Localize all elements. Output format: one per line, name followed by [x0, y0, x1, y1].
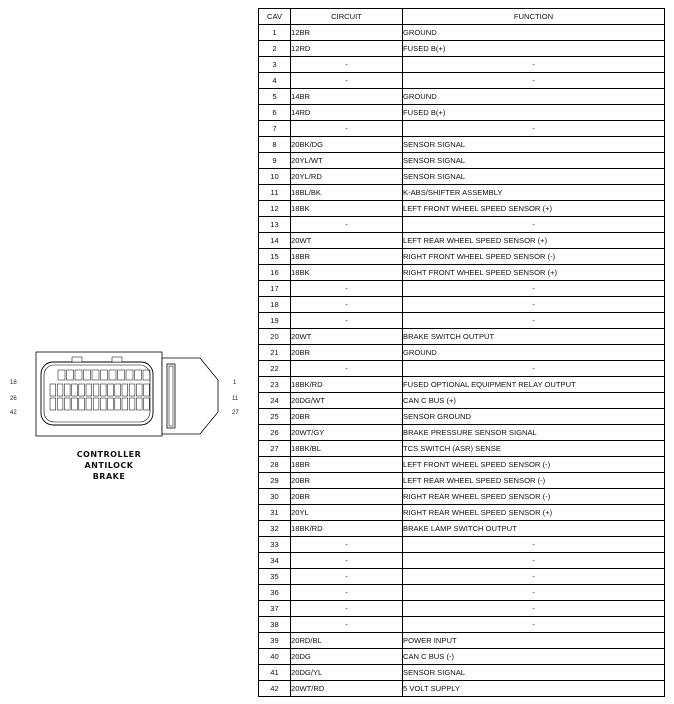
cav-cell: 2 [259, 41, 291, 57]
circuit-cell: 18BK [291, 201, 403, 217]
function-cell: - [403, 601, 665, 617]
table-row [259, 425, 665, 441]
cav-cell: 17 [259, 281, 291, 297]
circuit-cell: 20WT [291, 329, 403, 345]
circuit-cell: 20DG [291, 649, 403, 665]
table-row [259, 361, 665, 377]
table-row [259, 217, 665, 233]
header-function: FUNCTION [403, 9, 665, 25]
table-row [259, 233, 665, 249]
table-row [259, 537, 665, 553]
connector-caption [74, 449, 144, 482]
table-row [259, 169, 665, 185]
table-row [259, 553, 665, 569]
table-row [259, 57, 665, 73]
cav-cell: 5 [259, 89, 291, 105]
table-row [259, 265, 665, 281]
function-cell: RIGHT REAR WHEEL SPEED SENSOR (+) [403, 505, 665, 521]
function-cell: - [403, 313, 665, 329]
function-cell: BRAKE PRESSURE SENSOR SIGNAL [403, 425, 665, 441]
function-cell: BRAKE LAMP SWITCH OUTPUT [403, 521, 665, 537]
cav-cell: 4 [259, 73, 291, 89]
caption-line: ANTILOCK [84, 461, 134, 470]
function-cell: - [403, 585, 665, 601]
header-circuit: CIRCUIT [291, 9, 403, 25]
function-cell: SENSOR SIGNAL [403, 137, 665, 153]
circuit-cell: 18BK/RD [291, 377, 403, 393]
circuit-cell: 20BR [291, 345, 403, 361]
cav-cell: 34 [259, 553, 291, 569]
cav-cell: 20 [259, 329, 291, 345]
cav-cell: 22 [259, 361, 291, 377]
pin-label-right-bottom: 27 [232, 410, 239, 416]
circuit-cell: 18BR [291, 457, 403, 473]
table-row [259, 585, 665, 601]
circuit-cell: 20BK/DG [291, 137, 403, 153]
pinout-table [258, 8, 665, 697]
cav-cell: 6 [259, 105, 291, 121]
table-row [259, 617, 665, 633]
function-cell: CAN C BUS (-) [403, 649, 665, 665]
circuit-cell: 14BR [291, 89, 403, 105]
function-cell: - [403, 57, 665, 73]
function-cell: - [403, 121, 665, 137]
table-row [259, 473, 665, 489]
cav-cell: 32 [259, 521, 291, 537]
table-row [259, 681, 665, 697]
function-cell: - [403, 537, 665, 553]
table-row [259, 249, 665, 265]
table-row [259, 489, 665, 505]
table-row [259, 345, 665, 361]
function-cell: FUSED B(+) [403, 41, 665, 57]
table-row [259, 25, 665, 41]
header-cav: CAV [259, 9, 291, 25]
table-row [259, 329, 665, 345]
table-row [259, 569, 665, 585]
circuit-cell: 20YL/RD [291, 169, 403, 185]
cav-cell: 39 [259, 633, 291, 649]
cav-cell: 13 [259, 217, 291, 233]
function-cell: - [403, 73, 665, 89]
circuit-cell: - [291, 537, 403, 553]
cav-cell: 9 [259, 153, 291, 169]
cav-cell: 11 [259, 185, 291, 201]
function-cell: LEFT REAR WHEEL SPEED SENSOR (-) [403, 473, 665, 489]
circuit-cell: - [291, 57, 403, 73]
circuit-cell: 20DG/YL [291, 665, 403, 681]
function-cell: - [403, 217, 665, 233]
cav-cell: 19 [259, 313, 291, 329]
table-row [259, 153, 665, 169]
circuit-cell: 20RD/BL [291, 633, 403, 649]
circuit-cell: 12RD [291, 41, 403, 57]
table-row [259, 633, 665, 649]
circuit-cell: 20YL/WT [291, 153, 403, 169]
function-cell: FUSED B(+) [403, 105, 665, 121]
function-cell: - [403, 281, 665, 297]
caption-line: CONTROLLER [76, 450, 142, 459]
table-row [259, 457, 665, 473]
cav-cell: 10 [259, 169, 291, 185]
cav-cell: 29 [259, 473, 291, 489]
table-row [259, 505, 665, 521]
function-cell: SENSOR SIGNAL [403, 153, 665, 169]
cav-cell: 38 [259, 617, 291, 633]
function-cell: SENSOR SIGNAL [403, 169, 665, 185]
function-cell: RIGHT FRONT WHEEL SPEED SENSOR (+) [403, 265, 665, 281]
circuit-cell: 20YL [291, 505, 403, 521]
cav-cell: 31 [259, 505, 291, 521]
cav-cell: 15 [259, 249, 291, 265]
table-row [259, 201, 665, 217]
table-row [259, 281, 665, 297]
cav-cell: 23 [259, 377, 291, 393]
caption-line: BRAKE [92, 472, 126, 481]
table-row [259, 393, 665, 409]
table-row [259, 649, 665, 665]
cav-cell: 40 [259, 649, 291, 665]
function-cell: POWER INPUT [403, 633, 665, 649]
table-row [259, 105, 665, 121]
cav-cell: 42 [259, 681, 291, 697]
table-row [259, 297, 665, 313]
circuit-cell: 20BR [291, 473, 403, 489]
cav-cell: 26 [259, 425, 291, 441]
circuit-cell: - [291, 361, 403, 377]
pin-label-left-top: 18 [10, 380, 17, 386]
cav-cell: 8 [259, 137, 291, 153]
function-cell: - [403, 569, 665, 585]
circuit-cell: 18BR [291, 249, 403, 265]
function-cell: CAN C BUS (+) [403, 393, 665, 409]
cav-cell: 37 [259, 601, 291, 617]
table-header-row [259, 9, 665, 25]
function-cell: K-ABS/SHIFTER ASSEMBLY [403, 185, 665, 201]
circuit-cell: 20WT/GY [291, 425, 403, 441]
pin-label-left-middle: 26 [10, 396, 17, 402]
function-cell: BRAKE SWITCH OUTPUT [403, 329, 665, 345]
function-cell: - [403, 297, 665, 313]
cav-cell: 12 [259, 201, 291, 217]
cav-cell: 16 [259, 265, 291, 281]
circuit-cell: 20WT/RD [291, 681, 403, 697]
circuit-cell: 14RD [291, 105, 403, 121]
cav-cell: 18 [259, 297, 291, 313]
cav-cell: 30 [259, 489, 291, 505]
circuit-cell: - [291, 569, 403, 585]
circuit-cell: - [291, 281, 403, 297]
cav-cell: 21 [259, 345, 291, 361]
function-cell: TCS SWITCH (ASR) SENSE [403, 441, 665, 457]
table-row [259, 313, 665, 329]
function-cell: SENSOR GROUND [403, 409, 665, 425]
cav-cell: 1 [259, 25, 291, 41]
function-cell: GROUND [403, 89, 665, 105]
function-cell: LEFT FRONT WHEEL SPEED SENSOR (-) [403, 457, 665, 473]
table-row [259, 73, 665, 89]
circuit-cell: 18BK [291, 265, 403, 281]
circuit-cell: 20BR [291, 489, 403, 505]
cav-cell: 7 [259, 121, 291, 137]
table-row [259, 377, 665, 393]
function-cell: LEFT REAR WHEEL SPEED SENSOR (+) [403, 233, 665, 249]
cav-cell: 35 [259, 569, 291, 585]
function-cell: - [403, 361, 665, 377]
cav-cell: 24 [259, 393, 291, 409]
function-cell: RIGHT REAR WHEEL SPEED SENSOR (-) [403, 489, 665, 505]
circuit-cell: 20BR [291, 409, 403, 425]
cav-cell: 28 [259, 457, 291, 473]
function-cell: GROUND [403, 345, 665, 361]
circuit-cell: - [291, 121, 403, 137]
circuit-cell: 18BK/RD [291, 521, 403, 537]
circuit-cell: 18BK/BL [291, 441, 403, 457]
cav-cell: 3 [259, 57, 291, 73]
function-cell: - [403, 617, 665, 633]
table-row [259, 665, 665, 681]
function-cell: GROUND [403, 25, 665, 41]
table-row [259, 137, 665, 153]
table-row [259, 121, 665, 137]
cav-cell: 36 [259, 585, 291, 601]
function-cell: FUSED OPTIONAL EQUIPMENT RELAY OUTPUT [403, 377, 665, 393]
circuit-cell: - [291, 553, 403, 569]
cav-cell: 14 [259, 233, 291, 249]
table-row [259, 89, 665, 105]
table-row [259, 41, 665, 57]
circuit-cell: - [291, 585, 403, 601]
function-cell: SENSOR SIGNAL [403, 665, 665, 681]
cav-cell: 25 [259, 409, 291, 425]
cav-cell: 41 [259, 665, 291, 681]
circuit-cell: 20DG/WT [291, 393, 403, 409]
circuit-cell: - [291, 601, 403, 617]
function-cell: 5 VOLT SUPPLY [403, 681, 665, 697]
function-cell: - [403, 553, 665, 569]
table-row [259, 601, 665, 617]
function-cell: RIGHT FRONT WHEEL SPEED SENSOR (-) [403, 249, 665, 265]
cav-cell: 27 [259, 441, 291, 457]
cav-cell: 33 [259, 537, 291, 553]
pin-label-right-middle: 11 [232, 396, 239, 402]
table-row [259, 441, 665, 457]
circuit-cell: - [291, 297, 403, 313]
circuit-cell: 20WT [291, 233, 403, 249]
pin-label-left-bottom: 42 [10, 410, 17, 416]
circuit-cell: - [291, 73, 403, 89]
function-cell: LEFT FRONT WHEEL SPEED SENSOR (+) [403, 201, 665, 217]
table-row [259, 409, 665, 425]
pin-label-right-top: 1 [233, 380, 237, 386]
table-row [259, 521, 665, 537]
circuit-cell: - [291, 617, 403, 633]
circuit-cell: 12BR [291, 25, 403, 41]
circuit-cell: - [291, 217, 403, 233]
table-row [259, 185, 665, 201]
circuit-cell: 18BL/BK [291, 185, 403, 201]
circuit-cell: - [291, 313, 403, 329]
